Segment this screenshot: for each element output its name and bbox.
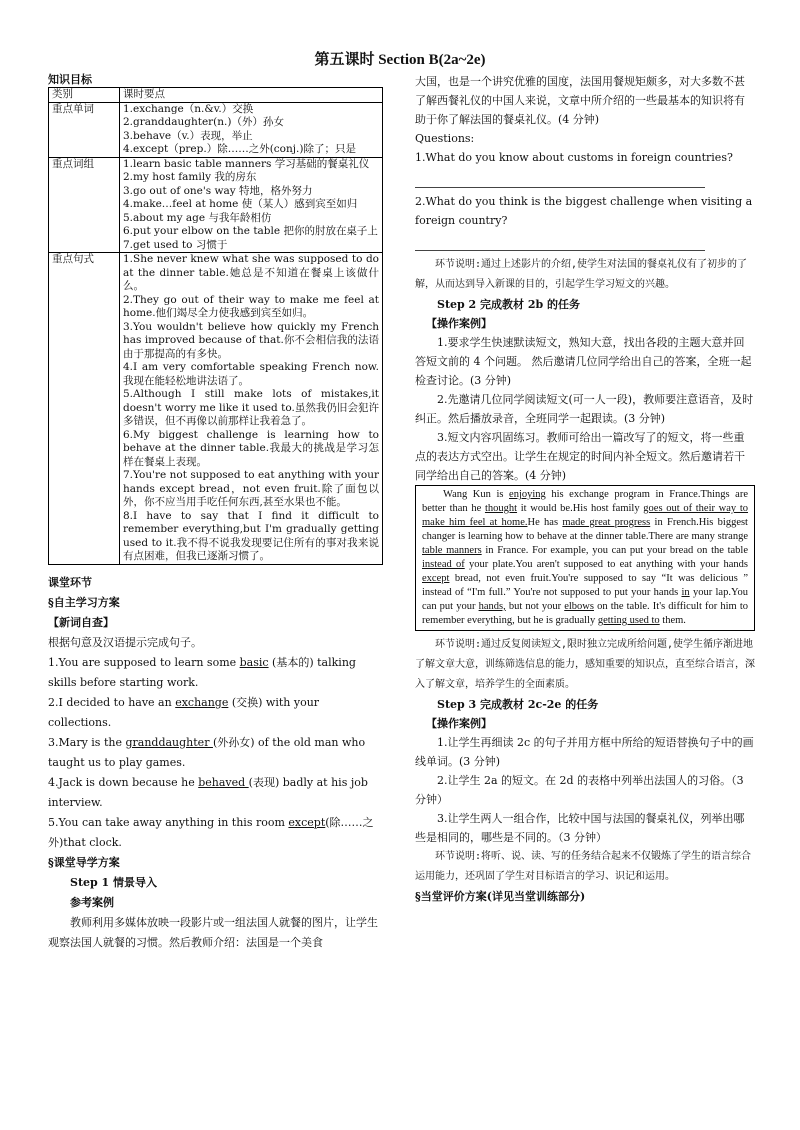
points-cell xyxy=(120,102,383,157)
right-column xyxy=(415,72,755,906)
guide-plan-heading: §课堂导学方案 xyxy=(48,855,120,869)
class-heading: 课堂环节 xyxy=(48,575,92,589)
operation-case-heading: 【操作案例】 xyxy=(426,717,492,730)
answer: except xyxy=(288,815,326,829)
list-item: 8.I have to say that I find it difficult to remember everything,but I'm gradually getting used to it.我不得不说我发现要记住所有的事对我来说有点困难，但我已逐渐习惯了。 xyxy=(123,509,379,562)
list-item: 5.Although I still make lots of mistakes,it doesn't worry me like it used to.虽然我仍旧会犯许多错误，但不再像以前那样让我着急了。 xyxy=(123,388,379,427)
question-item: 1.What do you know about customs in foreign countries? xyxy=(415,151,733,164)
points-cell xyxy=(120,157,383,253)
header-points: 课时要点 xyxy=(120,88,383,103)
passage-key-phrase: getting used to xyxy=(597,615,660,626)
passage-text: your plate.You aren't supposed to eat anything with your hands xyxy=(464,559,748,570)
list-item: 4.make…feel at home 使（某人）感到宾至如归 xyxy=(123,198,358,210)
exercise-item xyxy=(48,813,383,853)
step1-heading: Step 1 情景导入 xyxy=(70,875,158,889)
exercise-text: 2.I decided to have an xyxy=(48,695,176,709)
passage-text: in France. For example, you can put your bread on the table xyxy=(481,545,749,556)
passage-key-phrase: made great progress xyxy=(562,517,651,528)
table-row xyxy=(49,157,383,253)
exercise-item xyxy=(48,653,383,693)
exercise-text: (基本的) talking skills before starting work. xyxy=(48,655,356,689)
category-cell: 重点词组 xyxy=(49,157,120,253)
exercise-item xyxy=(48,773,383,813)
header-category: 类别 xyxy=(49,88,120,103)
category-cell: 重点句式 xyxy=(49,253,120,565)
answer: granddaughter xyxy=(125,735,213,749)
passage-key-phrase: thought xyxy=(484,503,518,514)
answer: behaved xyxy=(198,775,249,789)
list-item: 4.except（prep.）除……之外(conj.)除了；只是 xyxy=(123,143,356,155)
passage-text: on the table. It's difficult for him to remember everything, but he is gradually xyxy=(422,601,748,626)
passage-key-phrase: in xyxy=(681,587,690,598)
list-item: 6.put your elbow on the table 把你的肘放在桌子上 xyxy=(123,225,378,237)
passage-text: bread, not even fruit.You're supposed to say “It was delicious ” instead of “I'm full.” You're not supposed to put your hands xyxy=(422,573,748,598)
step-instruction: 1.让学生再细读 2c 的句子并用方框中所给的短语替换句子中的画线单词。(3 分钟) xyxy=(415,736,754,768)
list-item: 2.granddaughter(n.)（外）孙女 xyxy=(123,116,284,128)
step-instruction: 1.要求学生快速默读短文，熟知大意，找出各段的主题大意并回答短文前的 4 个问题。 然后邀请几位同学给出自己的答案，全班一起检查讨论。(3 分钟) xyxy=(415,336,752,387)
exercise-text: (交换) with your collections. xyxy=(48,695,320,729)
table-row xyxy=(49,253,383,565)
step-instruction: 2.让学生 2a 的短文。在 2d 的表格中列举出法国人的习俗。（3 分钟） xyxy=(415,774,744,806)
exercise-item xyxy=(48,733,383,773)
exercise-text: (表现) badly at his job interview. xyxy=(48,775,368,809)
step-instruction: 2.先邀请几位同学阅读短文(可一人一段)，教师要注意语音，及时纠正。然后播放录音，全班同学一起跟读。(3 分钟) xyxy=(415,393,754,425)
passage-key-phrase: enjoying xyxy=(509,489,546,500)
passage-text: your lap.You can put your xyxy=(422,587,749,612)
list-item: 3.go out of one's way 特地，格外努力 xyxy=(123,184,313,197)
table-header-row xyxy=(49,88,383,103)
section-note: 环节说明:通过上述影片的介绍,使学生对法国的餐桌礼仪有了初步的了解，从而达到导入新课的目的，引起学生学习短文的兴趣。 xyxy=(415,259,748,290)
list-item: 5.about my age 与我年龄相仿 xyxy=(123,211,272,224)
step3-heading: Step 3 完成教材 2c-2e 的任务 xyxy=(437,698,599,711)
passage-text: Wang Kun is xyxy=(443,489,510,500)
intro-continued: 大国，也是一个讲究优雅的国度，法国用餐规矩颇多，对大多数不甚了解西餐礼仪的中国人来说，文章中所介绍的一些最基本的知识将有助于你了解法国的餐桌礼仪。(4 分钟) xyxy=(415,75,745,126)
passage-key-phrase: elbows xyxy=(564,601,594,612)
step1-text: 教师利用多媒体放映一段影片或一组法国人就餐的图片，让学生观察法国人就餐的习惯。然后教师介绍：法国是一个美食 xyxy=(48,915,378,949)
list-item: 1.learn basic table manners 学习基础的餐桌礼仪 xyxy=(123,157,370,170)
new-words-heading: 【新词自查】 xyxy=(48,615,114,629)
list-item: 2.my host family 我的房东 xyxy=(123,171,257,183)
passage-text: it would be.His host family xyxy=(517,503,644,514)
passage-text: in French.His biggest changer is learning how to behave at the dinner table.There are many strange xyxy=(422,517,748,542)
rewritten-passage-box xyxy=(415,485,755,631)
section-note: 环节说明:通过反复阅读短文,限时独立完成所给问题,使学生循序渐进地了解文章大意，训练筛选信息的能力，感知重要的知识点，直至综合语言，深入了解文章，培养学生的全面素质。 xyxy=(415,639,755,690)
knowledge-table xyxy=(48,87,383,565)
exercise-text: 1.You are supposed to learn some xyxy=(48,655,240,669)
list-item: 4.I am very comfortable speaking French now.我现在能轻松地讲法语了。 xyxy=(123,361,379,387)
list-item: 7.get used to 习惯于 xyxy=(123,238,228,251)
exercise-text: (外孙女) of the old man who taught us to play games. xyxy=(48,735,366,769)
list-item: 2.They go out of their way to make me feel at home.他们竭尽全力使我感到宾至如归。 xyxy=(123,293,379,319)
exercise-text: 5.You can take away anything in this room xyxy=(48,815,289,829)
answer-line[interactable] xyxy=(415,169,705,188)
self-plan-heading: §自主学习方案 xyxy=(48,595,120,609)
instruction: 根据句意及汉语提示完成句子。 xyxy=(48,635,202,649)
list-item: 1.She never knew what she was supposed to do at the dinner table.她总是不知道在餐桌上该做什么。 xyxy=(123,253,379,292)
reference-case-heading: 参考案例 xyxy=(70,895,114,909)
passage-key-phrase: goes out of their way to make him feel at home. xyxy=(422,503,749,528)
exercise-item xyxy=(48,693,383,733)
answer: basic xyxy=(239,655,269,669)
list-item: 7.You're not supposed to eat anything with your hands except bread，not even fruit.除了面包以外，你不应当用手吃任何东西,甚至水果也不能。 xyxy=(123,469,379,508)
passage-key-phrase: hands, xyxy=(478,601,506,612)
passage-key-phrase: instead of xyxy=(422,559,465,570)
knowledge-heading: 知识目标 xyxy=(48,73,92,86)
passage-key-phrase: except xyxy=(422,573,450,584)
page-title: 第五课时 Section B(2a~2e) xyxy=(314,52,486,68)
step-instruction: 3.让学生两人一组合作，比较中国与法国的餐桌礼仪，列举出哪些是相同的，哪些是不同的。（3 分钟） xyxy=(415,812,745,844)
questions-label: Questions: xyxy=(415,132,475,145)
passage-text: He has xyxy=(527,517,563,528)
answer-line[interactable] xyxy=(415,232,705,251)
list-item: 1.exchange（n.&v.）交换 xyxy=(123,102,254,115)
passage-key-phrase: table manners xyxy=(422,545,482,556)
exercise-text: 3.Mary is the xyxy=(48,735,126,749)
points-cell xyxy=(120,253,383,565)
table-row xyxy=(49,102,383,157)
list-item: 3.behave（v.）表现，举止 xyxy=(123,129,253,142)
category-cell: 重点单词 xyxy=(49,102,120,157)
list-item: 6.My biggest challenge is learning how to behave at the dinner table.我最大的挑战是学习怎样在餐桌上表现。 xyxy=(123,428,379,468)
list-item: 3.You wouldn't believe how quickly my French has improved because of that.你不会相信我的法语由于那提高的有多快。 xyxy=(123,320,379,360)
step2-heading: Step 2 完成教材 2b 的任务 xyxy=(437,298,581,311)
exercise-text: (除……之外)that clock. xyxy=(48,815,374,849)
exercise-text: 4.Jack is down because he xyxy=(48,775,199,789)
answer: exchange xyxy=(175,695,229,709)
passage-text: them. xyxy=(659,615,686,626)
left-column xyxy=(48,72,383,953)
question-item: 2.What do you think is the biggest challenge when visiting a foreign country? xyxy=(415,195,753,227)
section-note: 环节说明:将听、说、读、写的任务结合起来不仅锻炼了学生的语言综合运用能力，还巩固了学生对目标语言的学习、识记和运用。 xyxy=(415,851,752,882)
operation-case-heading: 【操作案例】 xyxy=(426,317,492,330)
evaluation-heading: §当堂评价方案(详见当堂训练部分) xyxy=(415,890,586,903)
passage-text: his exchange program in France.Things are better than he xyxy=(422,489,748,514)
passage-text: but not your xyxy=(505,601,565,612)
step-instruction: 3.短文内容巩固练习。教师可给出一篇改写了的短文，将一些重点的表达方式空出。让学生在规定的时间内补全短文。然后邀请若干同学给出自己的答案。(4 分钟) xyxy=(415,431,745,482)
